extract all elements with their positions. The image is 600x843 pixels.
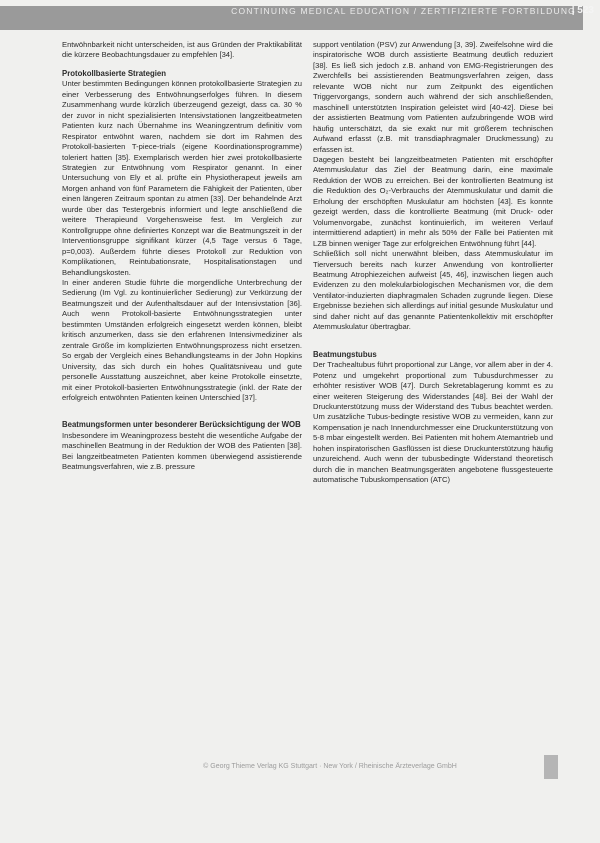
paragraph: support ventilation (PSV) zur Anwendung [3, 39]. Zweifelsohne wird die inspiratorische WOB durch assistierte Beatmung deutlich reduziert [38]. Es ließ sich jedoch z.B. anhand von EMG-Registrierungen des Zwerchfells bei assistierenden Beatmungsverfahren zeigen, dass relevante WOB nicht nur zum Zeitpunkt des eigentlichen Triggervorgangs, sondern auch während der sich anschließenden, maschinell unterstützten Inspiration geleistet wird [40-42]. Diese bei der assistierten Beatmung vom Patienten aufzubringende WOB wird häufig unterschätzt, da sie exakt nur mit größerem technischen Aufwand erfasst (z.B. mit transdiaphragmaler Druckmessung) zu erfassen ist. [313,40,553,154]
right-column [313,40,553,494]
paragraph: Unter bestimmten Bedingungen können protokollbasierte Strategien zu einer Verbesserung des Entwöhnungserfolges führen. In diesem Zusammenhang wurde kürzlich überzeugend gezeigt, dass ca. 30 % der zuvor in nicht spezialisierten Intensivstationen langzeitbeatmeten Patienten kurz nach Übernahme ins Weaningzentrum definitiv vom Respirator entwöhnt waren, nachdem sie dort im Rahmen des Protokoll-basierten T-piece-trials (eigene Koordinationsprogramme) toleriert hatten [35]. Exemplarisch werden hier zwei protokollbasierte Strategien zur Entwöhnung vom Respirator genannt. In einer Untersuchung von Ely et al. prüfte ein Physiotherapeut jeweils am Morgen anhand von fünf Parametern die Fähigkeit der Patienten, über einen längeren Zeitraum spontan zu atmen [33]. Der behandelnde Arzt wurde über das Testergebnis informiert und legte anschließend die weitere Therapieund Vorgehensweise fest. Im Vergleich zur Kontrollgruppe ohne definiertes Konzept war die Beatmungszeit in der Interventionsgruppe signifikant kürzer (4,5 Tage versus 6 Tage, p=0,003). Außerdem führte dieses Protokoll zur Reduktion von Komplikationen, Reintubationsrate, Hospitalisationstagen und Behandlungskosten. [62,79,302,277]
paragraph: Entwöhnbarkeit nicht unterscheiden, ist aus Gründen der Praktikabilität die kürzere Beobachtungsdauer zu empfehlen [34]. [62,40,302,60]
running-header-title: CONTINUING MEDICAL EDUCATION / ZERTIFIZIERTE FORTBILDUNG [231,6,576,16]
page-number: | 523 [571,5,594,16]
left-column [62,40,302,481]
paragraph: Der Trachealtubus führt proportional zur Länge, vor allem aber in der 4. Potenz und umgekehrt proportional zum Tubusdurchmesser zu erhöhter resistiver WOB [47]. Durch Sekretablagerung kommt es zu einer weiteren Steigerung des Widerstandes [48]. Bei der Wahl der Druckunterstützung muss der Widerstand des Tubus beachtet werden. Um zusätzliche Tubus-bedingte resistive WOB zu vermeiden, kann zur Kompensation je nach Innendurchmesser eine Druckunterstützung von 5-8 mbar eingestellt werden. Bei Patienten mit hohem Atemantrieb und hohen inspiratorischen Gasflüssen ist diese Druckunterstützung häufig unzureichend. Auch wenn der tubusbedingte Widerstand theoretisch durch die in manchen Beatmungsgeräten angebotene flussgesteuerte automatische Tubuskompensation (ATC) [313,360,553,485]
section-heading: Beatmungsformen unter besonderer Berücksichtigung der WOB [62,420,301,430]
section-heading: Beatmungstubus [313,349,377,359]
paragraph: Dagegen besteht bei langzeitbeatmeten Patienten mit erschöpfter Atemmuskulatur das Ziel der Beatmung darin, eine maximale Reduktion der WOB zu erreichen. Bei der kontrollierten Beatmung ist die Reduktion des O₂-Verbrauchs der Atemmuskulatur und damit die Erholung der erschöpften Muskulatur am höchsten [43]. Es konnte gezeigt werden, dass die kontrollierte Beatmung (mit Druck- oder Volumenvorgabe, zunächst kontinuierlich, im weiteren Verlauf intermittierend adaptiert) in mehr als 50% der Fälle bei Patienten mit LZB binnen weniger Tage zur erfolgreichen Entwöhnung führt [44]. [313,154,553,248]
paragraph: Schließlich soll nicht unerwähnt bleiben, dass Atemmuskulatur im Tierversuch bereits nach kurzer Anwendung von kontrollierter Beatmung Atrophiezeichen aufweist [45, 46], inzwischen liegen auch Evidenzen zu den molekularbiologischen Mechanismen vor, die dem Ventilator-induzierten diaphragmalen Schaden zugrunde liegen. Diese Ergebnisse beziehen sich allerdings auf initial gesunde Muskulatur und sind daher nicht auf das genannte Patientenkollektiv mit erschöpfter Atemmuskulatur übertragbar. [313,249,553,332]
page-edge-tab [544,755,558,779]
paragraph: Insbesondere im Weaningprozess besteht die wesentliche Aufgabe der maschinellen Beatmung in der Reduktion der WOB des Patienten [38]. Bei langzeitbeatmeten Patienten kommen überwiegend assistierende Beatmungsverfahren, wie z.B. pressure [62,430,302,472]
paragraph: In einer anderen Studie führte die morgendliche Unterbrechung der Sedierung (Im Vgl. zu kontinuierlicher Sedierung) zur Verkürzung der Beatmungszeit und der Aufenthaltsdauer auf der Intensivstation [36]. Auch wenn Protokoll-basierte Entwöhnungsstrategien unter bestimmten Umständen erfolgreich eingesetzt werden können, bleibt kritisch anzumerken, dass sie den erfahrenen Intensivmediziner als zentrale Größe im komplizierten Entwöhnungsprozess nicht ersetzen. So ergab der Vergleich eines Behandlungsteams in der John Hopkins University, das sich durch ein hohes Qualitätsniveau und gute personelle Ausstattung auszeichnet, aber keine Protokolle einsetzte, mit einer Protokoll-basierten Entwöhnungsstrategie (inkl. der Rate der erfolgreich entwöhnten Patienten keinen Unterschied [37]. [62,277,302,402]
section-heading: Protokollbasierte Strategien [62,68,166,78]
copyright-footer: © Georg Thieme Verlag KG Stuttgart · New York / Rheinische Ärzteverlage GmbH [203,763,457,770]
